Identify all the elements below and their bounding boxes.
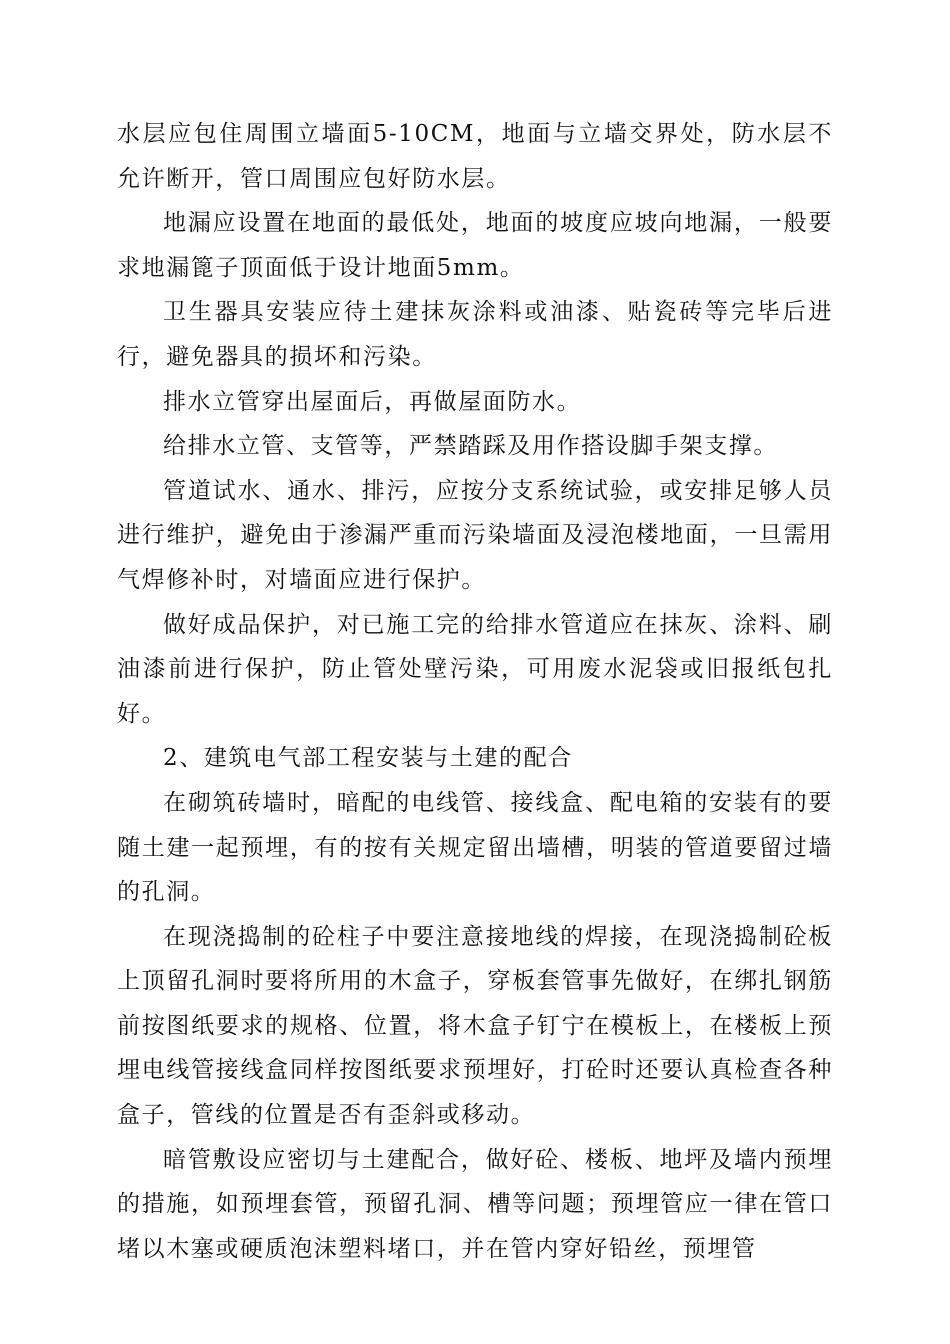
paragraph-pipe-testing: 管道试水、通水、排污，应按分支系统试验，或安排足够人员进行维护，避免由于渗漏严重而污染墙面及浸泡楼地面，一旦需用气焊修补时，对墙面应进行保护。 [117,477,833,593]
paragraph-concrete-embedding: 在现浇捣制的砼柱子中要注意接地线的焊接，在现浇捣制砼板上顶留孔洞时要将所用的木盒子，穿板套管事先做好，在绑扎钢筋前按图纸要求的规格、位置，将木盒子钉宁在模板上，在楼板上预埋电线管接线盒同样按图纸要求预埋好，打砼时还要认真检查各种盒子，管线的位置是否有歪斜或移动。 [117,923,833,1129]
paragraph-roof-waterproofing: 排水立管穿出屋面后，再做屋面防水。 [163,388,582,415]
paragraph-sanitary-fixtures: 卫生器具安装应待土建抹灰涂料或油漆、贴瓷砖等完毕后进行，避免器具的损坏和污染。 [117,299,833,370]
document-body [117,112,833,1271]
paragraph-riser-protection: 给排水立管、支管等，严禁踏踩及用作搭设脚手架支撑。 [163,433,778,460]
paragraph-floor-drain: 地漏应设置在地面的最低处，地面的坡度应坡向地漏，一般要求地漏篦子顶面低于设计地面5mm。 [117,210,833,281]
paragraph-brick-wall: 在砌筑砖墙时，暗配的电线管、接线盒、配电箱的安装有的要随土建一起预埋，有的按有关规定留出墙槽，明装的管道要留过墙的孔洞。 [117,789,833,906]
section-heading-electrical: 2、建筑电气部工程安装与土建的配合 [163,745,573,772]
paragraph-concealed-conduit: 暗管敷设应密切与土建配合，做好砼、楼板、地坪及墙内预埋的措施，如预埋套管，预留孔洞、槽等问题；预埋管应一律在管口堵以木塞或硬质泡沫塑料堵口，并在管内穿好铅丝，预埋管 [117,1146,833,1262]
paragraph-continuation: 水层应包住周围立墙面5-10CM，地面与立墙交界处，防水层不允许断开，管口周围应包好防水层。 [117,121,833,192]
paragraph-finished-protection: 做好成品保护，对已施工完的给排水管道应在抹灰、涂料、刷油漆前进行保护，防止管处壁污染，可用废水泥袋或旧报纸包扎好。 [117,611,833,727]
